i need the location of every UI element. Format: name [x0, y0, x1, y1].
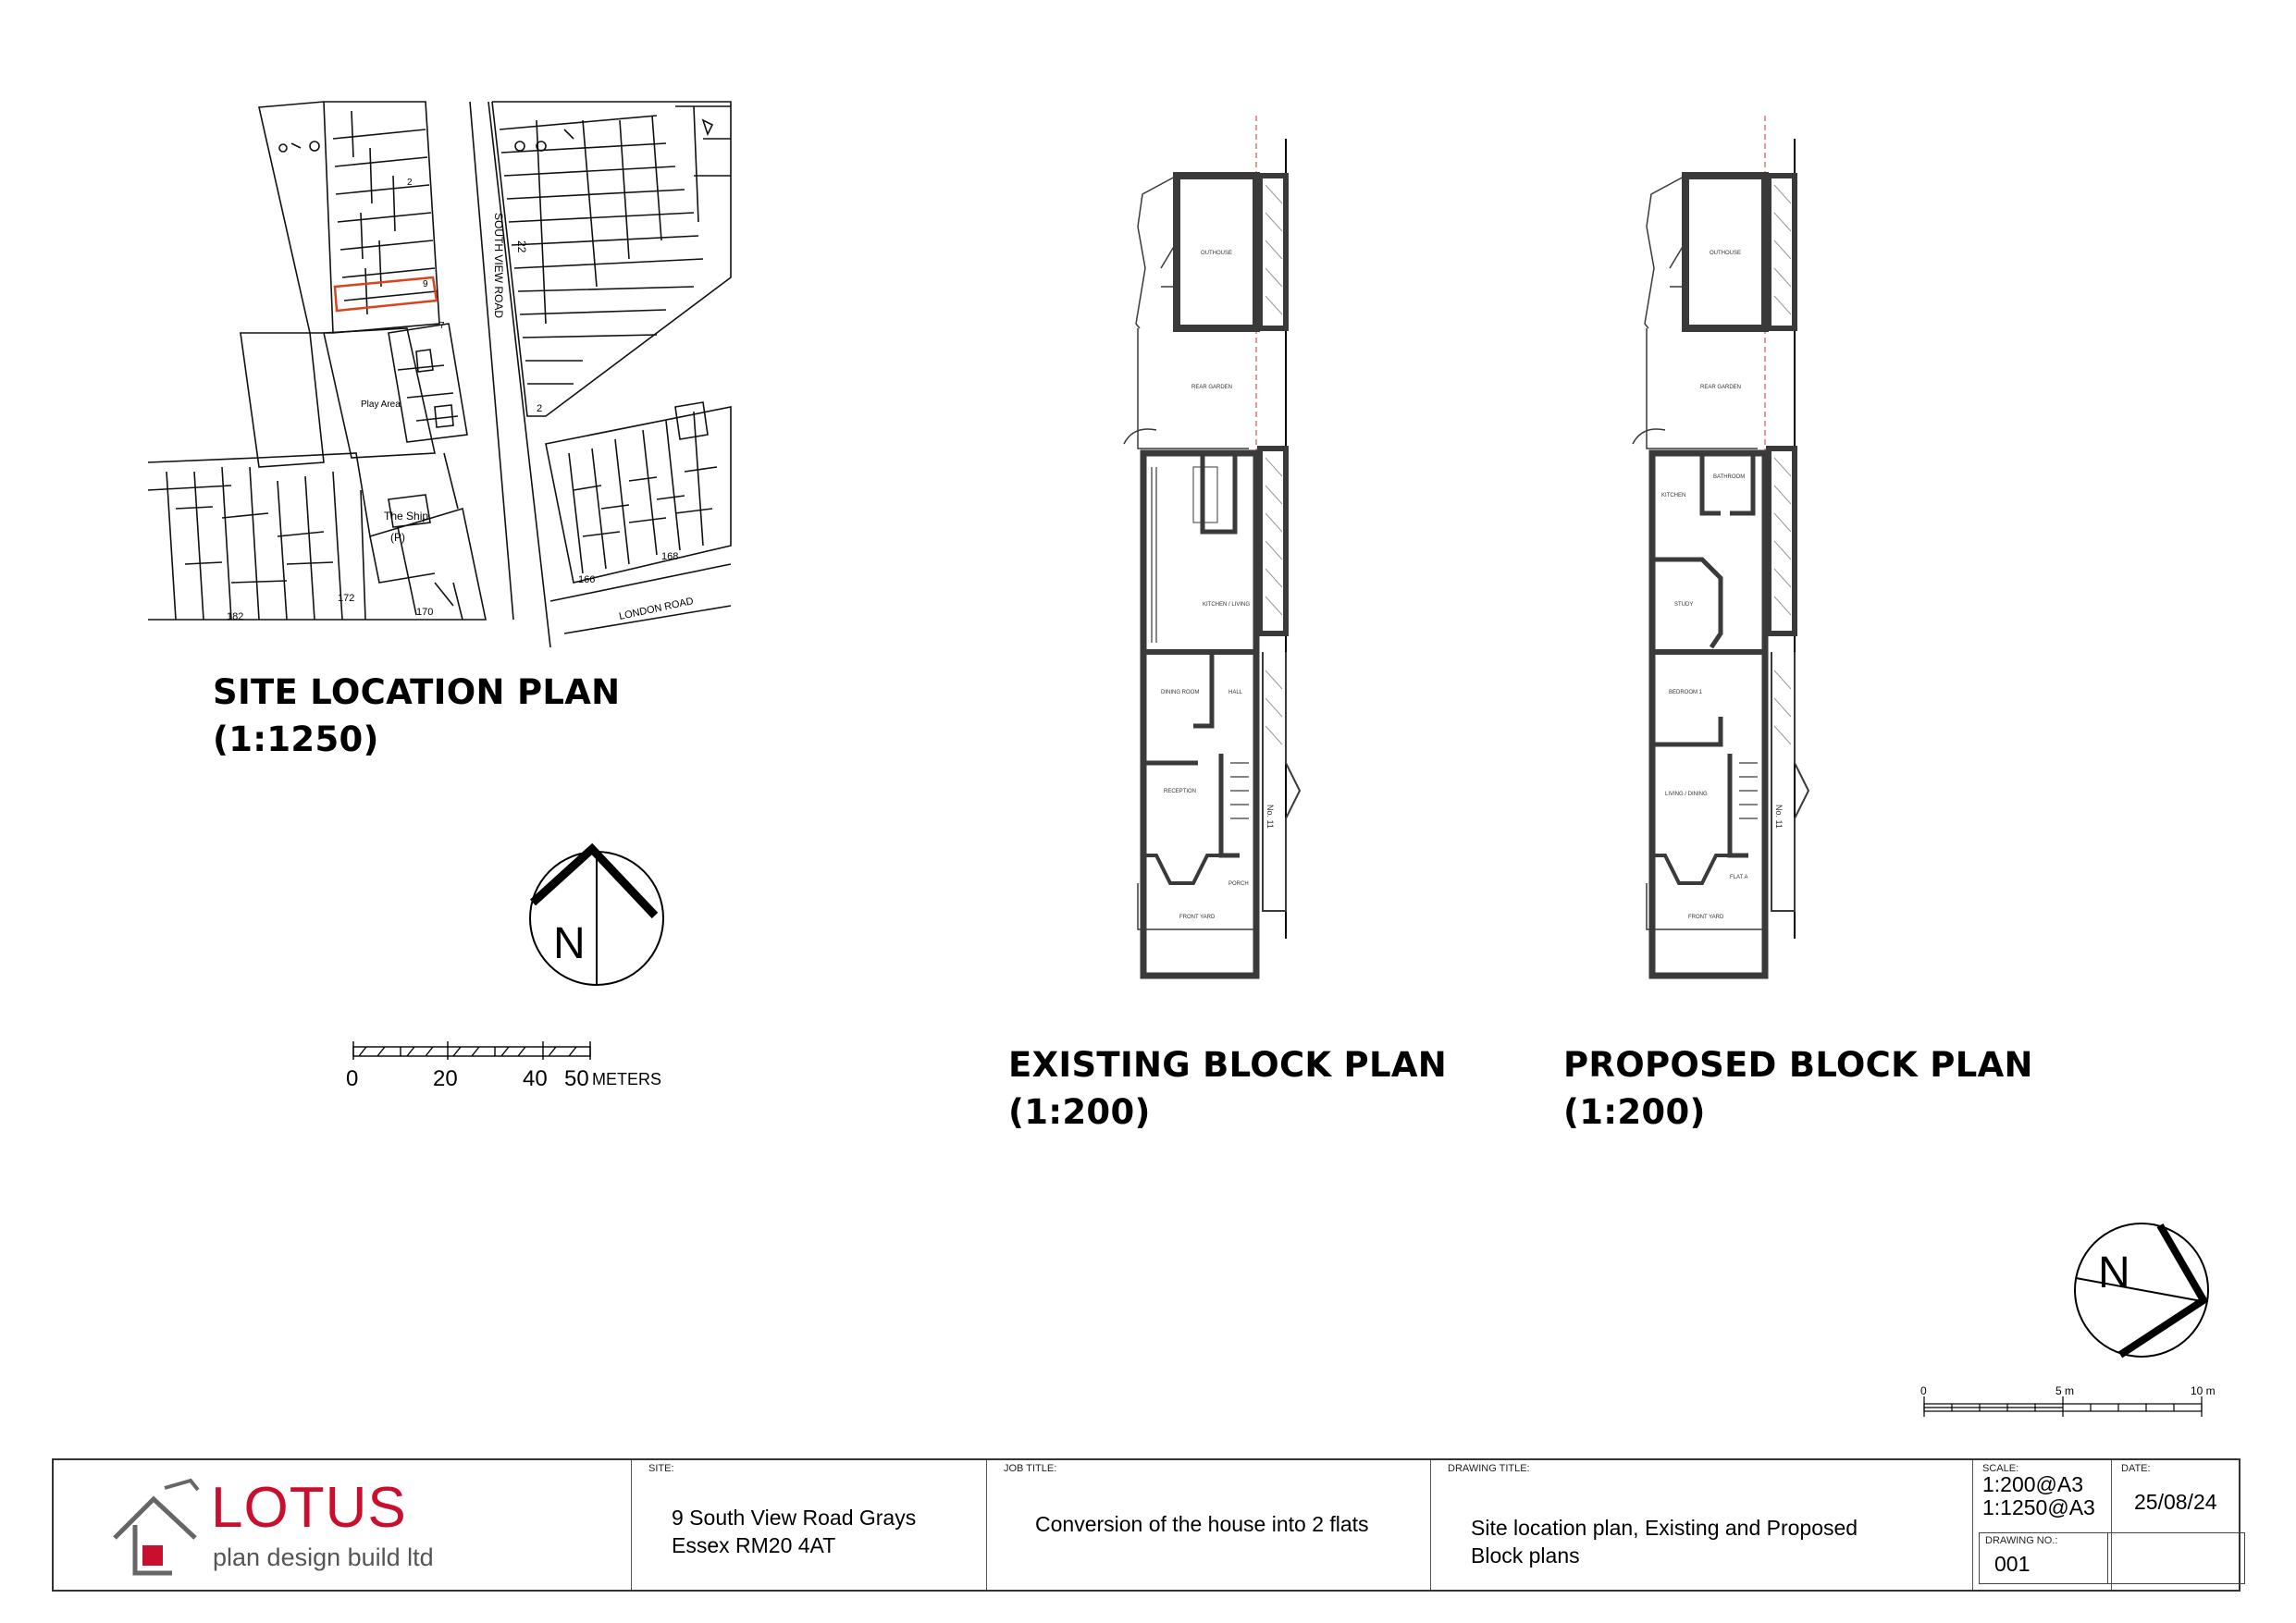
- map-number-172: 172: [338, 593, 355, 604]
- scale-values: [1982, 1473, 2095, 1519]
- existing-room-rear-garden: REAR GARDEN: [1191, 385, 1233, 390]
- site-scale-unit: METERS: [592, 1070, 662, 1088]
- proposed-room-study: STUDY: [1674, 602, 1694, 608]
- site-location-map: [139, 102, 740, 657]
- existing-plan-title-line1: EXISTING BLOCK PLAN: [1008, 1045, 1448, 1085]
- site-plan-title-line2: (1:1250): [213, 719, 379, 759]
- site-scale-tick-0: 0: [346, 1066, 359, 1091]
- proposed-block-plan: [1628, 116, 1822, 939]
- existing-neighbour-label: No. 11: [1265, 805, 1275, 829]
- block-scale-bar: [1915, 1383, 2216, 1430]
- job-cell: [986, 1460, 1430, 1590]
- existing-plan-title: [1008, 1041, 1447, 1136]
- proposed-room-front-yard: FRONT YARD: [1688, 915, 1724, 920]
- drawing-title-line2: Block plans: [1471, 1543, 1580, 1568]
- job-title: Conversion of the house into 2 flats: [1035, 1512, 1369, 1536]
- house-logo-icon: [107, 1481, 209, 1582]
- proposed-room-rear-garden: REAR GARDEN: [1700, 385, 1742, 390]
- block-scale-tick-0: 0: [1920, 1384, 1927, 1397]
- proposed-room-outhouse: OUTHOUSE: [1710, 251, 1742, 256]
- date-value: 25/08/24: [2134, 1490, 2217, 1514]
- drawing-title-cell: [1430, 1460, 1972, 1590]
- map-number-182: 182: [227, 611, 244, 622]
- north-arrow-block-icon: [2072, 1221, 2211, 1359]
- map-label-play-area: Play Area: [361, 400, 401, 410]
- site-scale-tick-50: 50: [564, 1066, 589, 1091]
- map-number-2-west: 2: [407, 178, 413, 188]
- site-plan-title: [213, 669, 620, 763]
- title-block: [52, 1458, 2240, 1592]
- map-number-7: 7: [439, 321, 445, 331]
- map-label-pub: The Ship: [384, 510, 429, 523]
- proposed-room-living-dining: LIVING / DINING: [1665, 792, 1708, 797]
- job-label: JOB TITLE:: [1004, 1463, 1057, 1474]
- site-scale-tick-20: 20: [433, 1066, 458, 1091]
- site-scale-bar: [333, 1041, 666, 1097]
- drawing-no-label: DRAWING NO.:: [1985, 1535, 2058, 1546]
- map-road-label: SOUTH VIEW ROAD: [492, 213, 505, 319]
- existing-room-dining: DINING ROOM: [1161, 690, 1200, 695]
- block-scale-tick-10: 10 m: [2191, 1384, 2216, 1397]
- proposed-plan-title: [1563, 1041, 2033, 1136]
- scale-cell: [1972, 1460, 2111, 1590]
- map-number-166: 166: [578, 574, 596, 585]
- existing-room-reception: RECEPTION: [1164, 789, 1197, 794]
- proposed-plan-title-line1: PROPOSED BLOCK PLAN: [1563, 1045, 2033, 1085]
- map-label-pub-no: (P): [390, 531, 405, 544]
- drawing-title: [1471, 1514, 1858, 1569]
- north-arrow-block-label: N: [2098, 1248, 2130, 1297]
- scale-value-1: 1:200@A3: [1982, 1472, 2084, 1496]
- site-address: [672, 1504, 916, 1559]
- map-number-9: 9: [423, 279, 428, 289]
- company-name: LOTUS: [211, 1476, 407, 1540]
- north-arrow-icon: [527, 849, 666, 988]
- map-road2-label: LONDON ROAD: [618, 596, 695, 622]
- site-address-line2: Essex RM20 4AT: [672, 1533, 836, 1557]
- existing-room-front-yard: FRONT YARD: [1179, 915, 1216, 920]
- scale-value-2: 1:1250@A3: [1982, 1495, 2095, 1519]
- drawing-title-label: DRAWING TITLE:: [1448, 1463, 1530, 1474]
- map-number-2-east: 2: [537, 403, 543, 414]
- north-arrow-label: N: [553, 919, 586, 968]
- company-subtitle: plan design build ltd: [213, 1543, 434, 1571]
- existing-room-outhouse: OUTHOUSE: [1201, 251, 1233, 256]
- proposed-room-flat-a: FLAT A: [1730, 875, 1748, 880]
- block-scale-tick-5: 5 m: [2055, 1384, 2075, 1397]
- date-cell: [2111, 1460, 2242, 1590]
- site-address-line1: 9 South View Road Grays: [672, 1506, 917, 1530]
- logo-cell: [54, 1460, 631, 1590]
- proposed-room-kitchen: KITCHEN: [1661, 493, 1686, 498]
- site-plan-title-line1: SITE LOCATION PLAN: [213, 672, 621, 712]
- map-number-170: 170: [416, 607, 434, 618]
- scale-label: SCALE:: [1982, 1463, 2019, 1474]
- existing-room-hall: HALL: [1228, 690, 1243, 695]
- existing-room-kitchen-living: KITCHEN / LIVING: [1203, 602, 1251, 608]
- map-number-22: 22: [515, 240, 528, 253]
- drawing-title-line1: Site location plan, Existing and Proposed: [1471, 1516, 1858, 1540]
- proposed-neighbour-label: No. 11: [1774, 805, 1784, 829]
- proposed-room-bathroom: BATHROOM: [1713, 474, 1746, 480]
- site-cell: [631, 1460, 986, 1590]
- site-scale-tick-40: 40: [523, 1066, 548, 1091]
- site-label: SITE:: [648, 1463, 674, 1474]
- map-number-168: 168: [661, 551, 679, 562]
- proposed-room-bedroom: BEDROOM 1: [1669, 690, 1703, 695]
- drawing-no: 001: [1994, 1552, 2031, 1576]
- date-label: DATE:: [2121, 1463, 2151, 1474]
- existing-block-plan: [1119, 116, 1314, 939]
- existing-room-porch: PORCH: [1228, 881, 1249, 887]
- existing-plan-title-line2: (1:200): [1008, 1092, 1151, 1132]
- proposed-plan-title-line2: (1:200): [1563, 1092, 1706, 1132]
